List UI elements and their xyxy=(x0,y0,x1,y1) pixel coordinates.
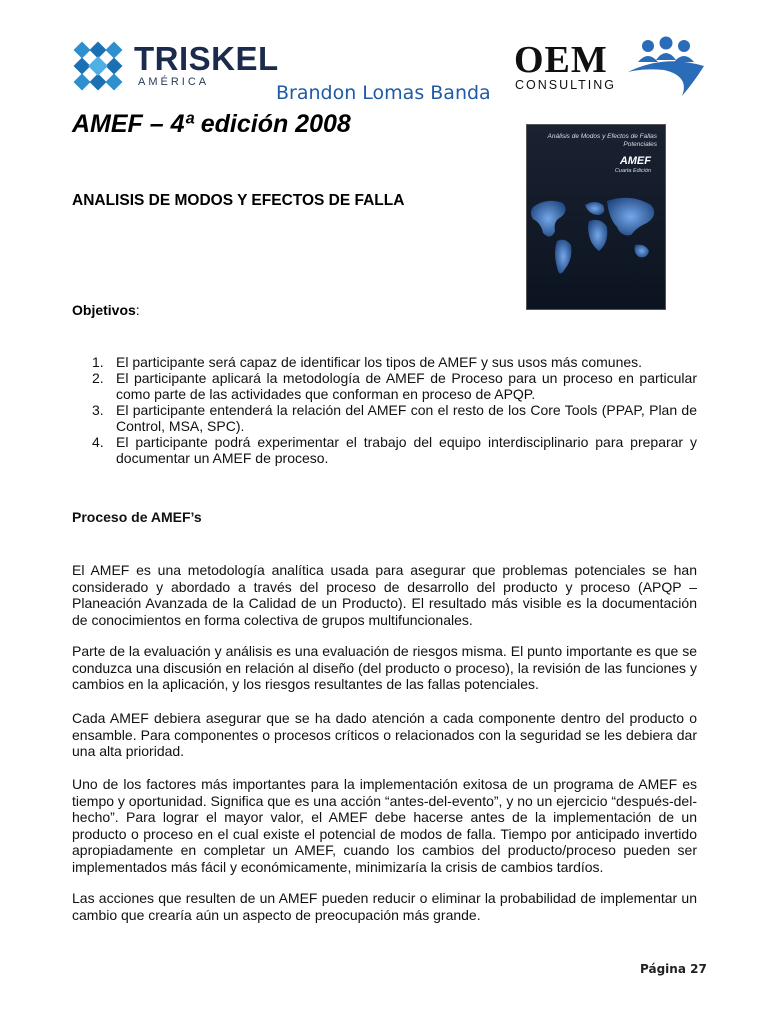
objectives-list xyxy=(92,354,697,466)
list-item: 1. El participante será capaz de identificar los tipos de AMEF y sus usos más comunes. xyxy=(92,354,643,370)
paragraph: Uno de los factores más importantes para la implementación exitosa de un programa de AMEF es tiempo y oportunidad. Significa que es una acción “antes-del-evento”, y no un ejercicio “después-del-hecho”. Para lograr el mayor valor, el AMEF debe hacerse antes de la implementación de un producto o proceso en el cual existe el potencial de modos de falla. Tiempo por anticipado invertido apropiadamente en completar un AMEF, cuando los cambios del producto/proceso pueden ser implementados más fácil y económicamente, minimizaría la crisis de cambios tardíos. xyxy=(72,776,697,875)
list-item: 3. El participante entenderá la relación del AMEF con el resto de los Core Tools (PPAP, Plan de Control, MSA, SPC). xyxy=(92,402,697,434)
paragraph: El AMEF es una metodología analítica usada para asegurar que problemas potenciales se han considerado y abordado a través del proceso de desarrollo del producto y proceso (APQP –Planeación Avanzada de la Calidad de un Producto). El resultado más visible es la documentación de conocimientos en forma colectiva de grupos multifuncionales. xyxy=(72,562,697,628)
objective-text: El participante aplicará la metodología de AMEF de Proceso para un proceso en particular como parte de las actividades que conforman en proceso de APQP. xyxy=(116,370,697,402)
people-group-icon xyxy=(624,36,710,100)
objective-text: El participante entenderá la relación del AMEF con el resto de los Core Tools (PPAP, Plan de Control, MSA, SPC). xyxy=(116,402,697,434)
objective-text: El participante podrá experimentar el trabajo del equipo interdisciplinario para preparar y documentar un AMEF de proceso. xyxy=(116,434,697,466)
book-edition: Cuarta Edición xyxy=(614,168,651,174)
oem-subtitle: CONSULTING xyxy=(515,78,617,92)
triskel-subtitle: AMÉRICA xyxy=(138,76,210,88)
objective-text: El participante será capaz de identificar los tipos de AMEF y sus usos más comunes. xyxy=(116,354,643,370)
world-map-icon xyxy=(527,187,665,297)
triskel-knot-icon xyxy=(72,40,124,92)
paragraph: Parte de la evaluación y análisis es una evaluación de riesgos misma. El punto importante es que se conduzca una discusión en relación al diseño (del producto o proceso), la revisión de las funciones y cambios en la aplicación, y los riesgos resultantes de las fallas potenciales. xyxy=(72,643,697,693)
paragraph: Las acciones que resulten de un AMEF pueden reducir o eliminar la probabilidad de implementar un cambio que crearía aún un aspecto de preocupación más grande. xyxy=(72,890,697,923)
book-title: Análisis de Modos y Efectos de Fallas Potenciales xyxy=(547,133,657,148)
document-title: AMEF – 4ª edición 2008 xyxy=(72,110,351,138)
list-item: 4. El participante podrá experimentar el trabajo del equipo interdisciplinario para preparar y documentar un AMEF de proceso. xyxy=(92,434,697,466)
document-subtitle: ANALISIS DE MODOS Y EFECTOS DE FALLA xyxy=(72,192,405,209)
triskel-logo xyxy=(72,38,282,98)
objectives-heading-text: Objetivos xyxy=(72,302,136,318)
author-name: Brandon Lomas Banda xyxy=(276,82,491,104)
objectives-heading: Objetivos: xyxy=(72,302,140,318)
list-item: 2. El participante aplicará la metodología de AMEF de Proceso para un proceso en particular como parte de las actividades que conforman en proceso de APQP. xyxy=(92,370,697,402)
oem-consulting-logo xyxy=(512,36,707,106)
page-number: Página 27 xyxy=(640,962,707,976)
triskel-wordmark: TRISKEL xyxy=(134,40,279,77)
oem-wordmark: OEM xyxy=(514,39,608,81)
amef-book-cover xyxy=(526,124,666,310)
process-heading: Proceso de AMEF’s xyxy=(72,509,202,525)
book-name: AMEF xyxy=(619,155,651,167)
paragraph: Cada AMEF debiera asegurar que se ha dado atención a cada componente dentro del producto o ensamble. Para componentes o procesos críticos o relacionados con la seguridad se les debiera dar una alta prioridad. xyxy=(72,710,697,760)
